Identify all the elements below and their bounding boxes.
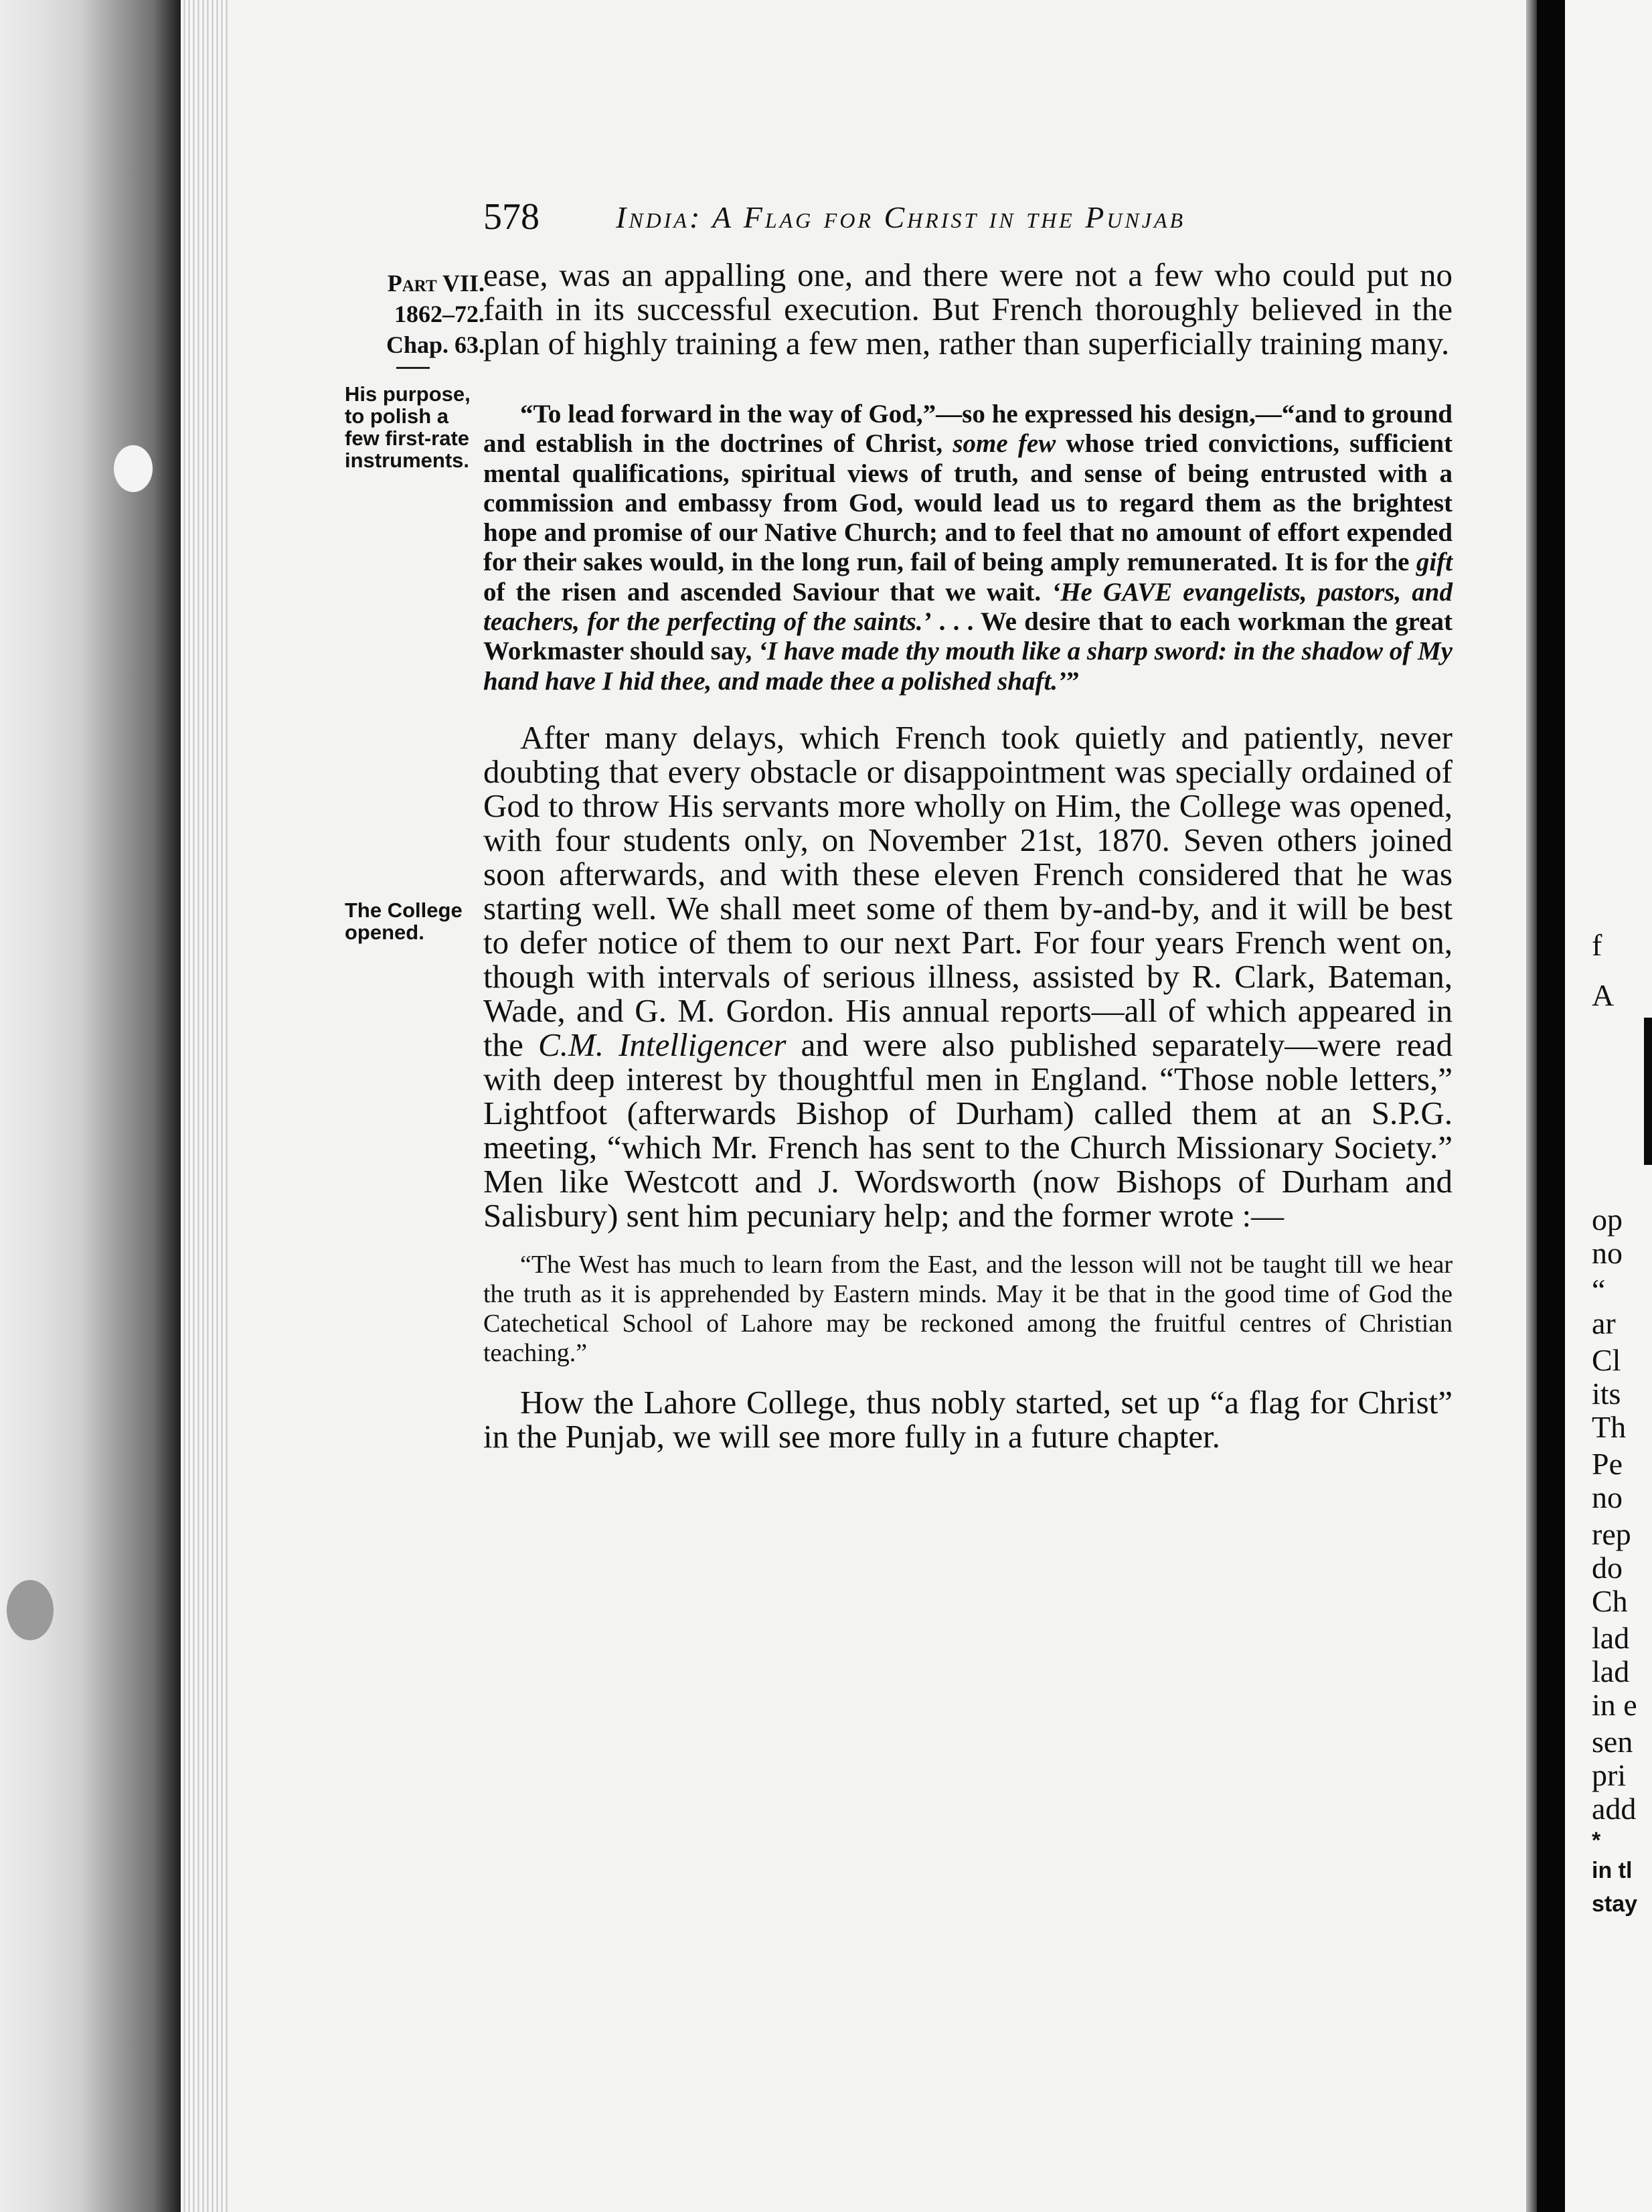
facing-page-text-fragment: in tl	[1592, 1858, 1633, 1883]
facing-page-text-fragment: its	[1592, 1376, 1621, 1411]
paragraph-3: How the Lahore College, thus nobly started, set up “a flag for Christ” in the Punjab, we will see more fully in a future chapter.	[483, 1383, 1453, 1455]
paragraph-text: After many delays, which French took quietly and patiently, never doubting that every obstacle or disappointment was specially ordained of God to throw His servants more wholly on Him, the College was opened, with four students only, on November 21st, 1870. Seven others joined soon afterwards, and with these eleven French considered that he was starting well. We shall meet some of them by-and-by, and it will be best to defer notice of them to our next Part. For four years French went on, though with intervals of serious illness, assisted by R. Clark, Bateman, Wade, and G. M. Gordon. His annual reports—all of which appeared in the	[483, 718, 1453, 1063]
paragraph-1: ease, was an appalling one, and there were not a few who could put no faith in its successful execution. But French thoroughly believed in the plan of highly training a few men, rather than superficially training many.	[483, 256, 1453, 362]
book-binding-edge	[0, 0, 181, 2212]
book-spine	[1537, 0, 1565, 2212]
running-header	[483, 195, 1461, 242]
chapter-label: Chap. 63.	[386, 331, 485, 358]
facing-page-text-fragment: sen	[1592, 1725, 1633, 1759]
facing-page-text-fragment: in e	[1592, 1688, 1637, 1722]
facing-page-fragment	[1565, 0, 1652, 2212]
facing-page-text-fragment: Ch	[1592, 1584, 1628, 1618]
quote-text: “To lead forward in the way of God,”—so he expressed his design,—“and to ground and establish in the doctrines of Christ,	[483, 400, 1453, 459]
paper-speck	[7, 1580, 54, 1640]
facing-page-plate	[1644, 1018, 1652, 1165]
quote-text: . . . We desire that to each workman the great Workmaster should say,	[483, 607, 1453, 666]
facing-page-text-fragment: ar	[1592, 1306, 1616, 1340]
quote-emphasis: ‘I have made thy mouth like a sharp sword: in the shadow of My hand have I hid thee, and made thee a polished shaft.’	[483, 637, 1453, 696]
margin-note-college-opened: The College opened.	[345, 898, 463, 944]
margin-rule	[396, 367, 430, 369]
facing-page-text-fragment: pri	[1592, 1758, 1627, 1792]
main-text-column	[483, 258, 1453, 1453]
quote-emphasis: gift	[1416, 548, 1453, 577]
page-edges	[181, 0, 228, 2212]
facing-page-text-fragment: op	[1592, 1202, 1623, 1237]
quote-text: of the risen and ascended Saviour that we wait.	[483, 577, 1052, 607]
quote-emphasis: some few	[953, 429, 1056, 459]
facing-page-text-fragment: do	[1592, 1551, 1623, 1585]
facing-page-text-fragment: f	[1592, 928, 1602, 962]
facing-page-text-fragment: lad	[1592, 1654, 1630, 1688]
page-number: 578	[483, 196, 540, 238]
quote-text: whose tried convictions, sufficient mental qualifications, spiritual views of truth, and sense of being entrusted with a commission and embassy from God, would lead us to regard them as the brightest hope and promise of our Native Church; and to feel that no amount of effort expended for their sakes would, in the long run, fail of being amply remunerated. It is for the	[483, 429, 1453, 577]
facing-page-text-fragment: rep	[1592, 1517, 1631, 1551]
quote-close: ”	[1066, 666, 1080, 696]
paper-speck	[114, 445, 153, 492]
facing-page-text-fragment: Cl	[1592, 1343, 1621, 1377]
facing-page-text-fragment: lad	[1592, 1621, 1630, 1655]
facing-page-text-fragment: A	[1592, 978, 1615, 1012]
running-title: India: A Flag for Christ in the Punjab	[616, 200, 1186, 234]
margin-note-purpose: His purpose, to polish a few first-rate instruments.	[345, 382, 471, 472]
publication-title: C.M. Intelligencer	[538, 1026, 787, 1063]
facing-page-text-fragment: no	[1592, 1236, 1623, 1270]
block-quote-westcott: “The West has much to learn from the East, and the lesson will not be taught till we hear the truth as it is apprehended by Eastern minds. May it be that in the good time of God the Catechetical School of Lahore may be reckoned among the fruitful centres of Christian teaching.”	[483, 1250, 1453, 1367]
facing-page-text-fragment: Pe	[1592, 1447, 1623, 1481]
paragraph-text: and were also published separately—were read with deep interest by thoughtful men in England. “Those noble letters,” Lightfoot (afterwards Bishop of Durham) called them at an S.P.G. meeting, “which Mr. French has sent to the Church Missionary Society.” Men like Westcott and J. Wordsworth (now Bishops of Durham and Salisbury) sent him pecuniary help; and the former wrote :—	[483, 1026, 1453, 1234]
facing-page-text-fragment: add	[1592, 1792, 1637, 1826]
quote-emphasis: ‘He GAVE evangelists, pastors, and teachers, for the perfecting of the saints.’	[483, 577, 1453, 637]
part-label: Part VII.	[387, 270, 485, 297]
paragraph-2	[483, 720, 1453, 1233]
part-chapter-note	[343, 268, 485, 360]
facing-page-text-fragment: Th	[1592, 1410, 1627, 1444]
facing-page-text-fragment: stay	[1592, 1891, 1638, 1917]
facing-page-text-fragment: “	[1592, 1273, 1606, 1307]
facing-page-text-fragment: no	[1592, 1480, 1623, 1514]
years-label: 1862–72.	[394, 301, 485, 327]
facing-page-text-fragment: *	[1592, 1828, 1601, 1853]
block-quote-french	[483, 400, 1453, 696]
